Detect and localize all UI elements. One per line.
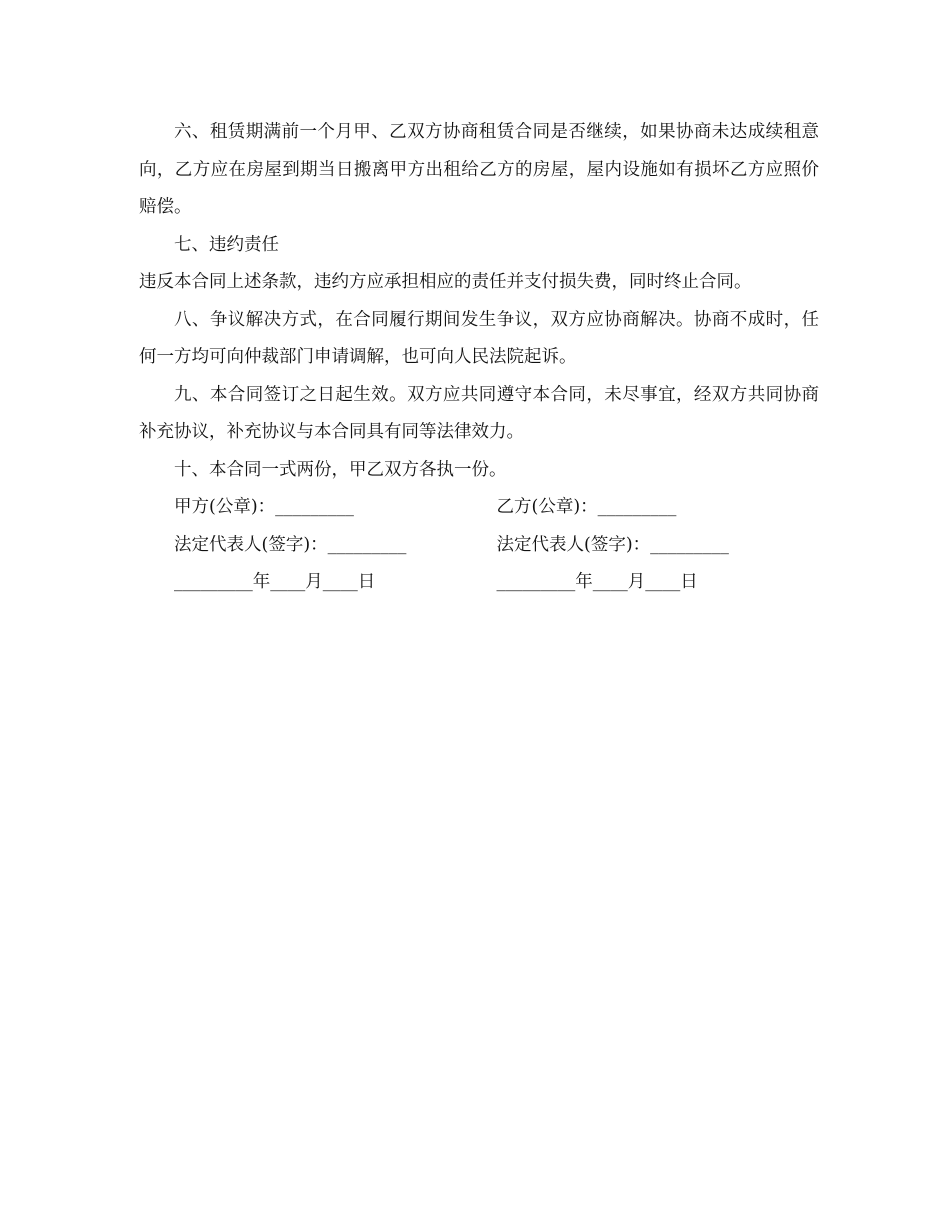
party-a-seal-line: 甲方(公章)：_________ — [174, 497, 354, 517]
party-b-date-line: _________年____月____日 — [496, 572, 698, 592]
clause-6-paragraph: 六、租赁期满前一个月甲、乙双方协商租赁合同是否继续，如果协商未达成续租意向，乙方应在房屋到期当日搬离甲方出租给乙方的房屋，屋内设施如有损坏乙方应照价赔偿。 — [139, 122, 819, 217]
representative-row — [139, 527, 819, 565]
clause-7-body: 违反本合同上述条款，违约方应承担相应的责任并支付损失费，同时终止合同。 — [139, 272, 752, 292]
clause-9-paragraph: 九、本合同签订之日起生效。双方应共同遵守本合同，未尽事宜，经双方共同协商补充协议，补充协议与本合同具有同等法律效力。 — [139, 384, 819, 442]
date-row — [139, 564, 819, 602]
clause-10-paragraph: 十、本合同一式两份，甲乙双方各执一份。 — [174, 459, 507, 480]
party-a-date-line: _________年____月____日 — [174, 572, 376, 592]
clause-7-heading: 七、违约责任 — [174, 234, 279, 255]
party-a-representative-line: 法定代表人(签字)：_________ — [174, 534, 407, 555]
party-b-representative-line: 法定代表人(签字)：_________ — [496, 534, 729, 555]
contract-body — [139, 114, 819, 602]
seal-row — [139, 489, 819, 527]
party-b-seal-line: 乙方(公章)：_________ — [496, 497, 677, 517]
clause-8-paragraph: 八、争议解决方式，在合同履行期间发生争议，双方应协商解决。协商不成时，任何一方均可向仲裁部门申请调解，也可向人民法院起诉。 — [139, 309, 819, 367]
